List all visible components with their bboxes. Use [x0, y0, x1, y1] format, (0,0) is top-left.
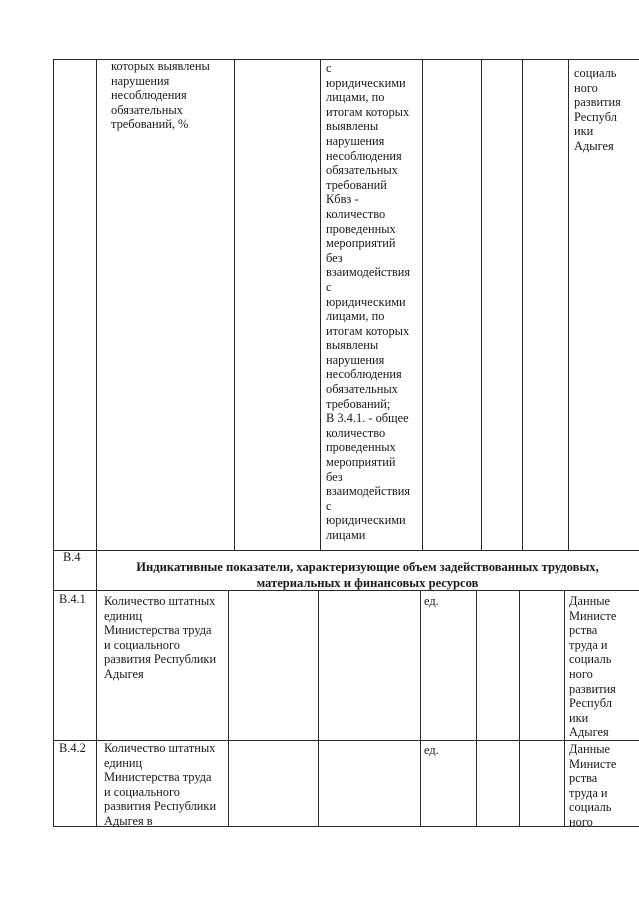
- indicator-name: Количество штатных единиц Министерства труда и социального развития Республики Адыгея: [104, 594, 217, 681]
- indicator-name-continued: которых выявлены нарушения несоблюдения обязательных требований, %: [111, 59, 210, 132]
- data-source: Данные Министе рства труда и социаль ного: [569, 742, 617, 829]
- row-code: В.4.1: [59, 592, 86, 606]
- column-divider: [476, 590, 477, 826]
- section-code: В.4: [63, 550, 81, 564]
- indicator-name: Количество штатных единиц Министерства труда и социального развития Республики Адыгея в: [104, 741, 217, 828]
- column-divider: [564, 590, 565, 826]
- unit-of-measure: ед.: [424, 594, 439, 608]
- section-title: Индикативные показатели, характеризующие объем задействованных трудовых, материальных и финансовых ресурсов: [136, 560, 599, 590]
- data-source-continued: социаль ного развития Республ ики Адыгея: [574, 66, 621, 153]
- column-divider: [318, 590, 319, 826]
- data-source: Данные Министе рства труда и социаль ного развития Республ ики Адыгея: [569, 594, 617, 740]
- column-divider: [481, 59, 482, 550]
- table-left-border: [53, 59, 54, 826]
- column-divider: [234, 59, 235, 550]
- column-divider: [320, 59, 321, 550]
- formula-description: с юридическими лицами, по итогам которых выявлены нарушения несоблюдения обязательных требований Кбвз - количество проведенных мероприятий без взаимодействия с юридическими лицами, по итогам которых выявлены нарушения несоблюдения обязательных требований; В 3.4.1. - общее количество проведенных мероприятий без взаимодействия с юридическими лицами: [326, 61, 411, 542]
- column-divider: [420, 590, 421, 826]
- column-divider: [96, 59, 97, 826]
- column-divider: [422, 59, 423, 550]
- column-divider: [228, 590, 229, 826]
- column-divider: [522, 59, 523, 550]
- column-divider: [568, 59, 569, 550]
- row-divider: [53, 550, 639, 551]
- column-divider: [519, 590, 520, 826]
- unit-of-measure: ед.: [424, 743, 439, 757]
- row-code: В.4.2: [59, 741, 86, 755]
